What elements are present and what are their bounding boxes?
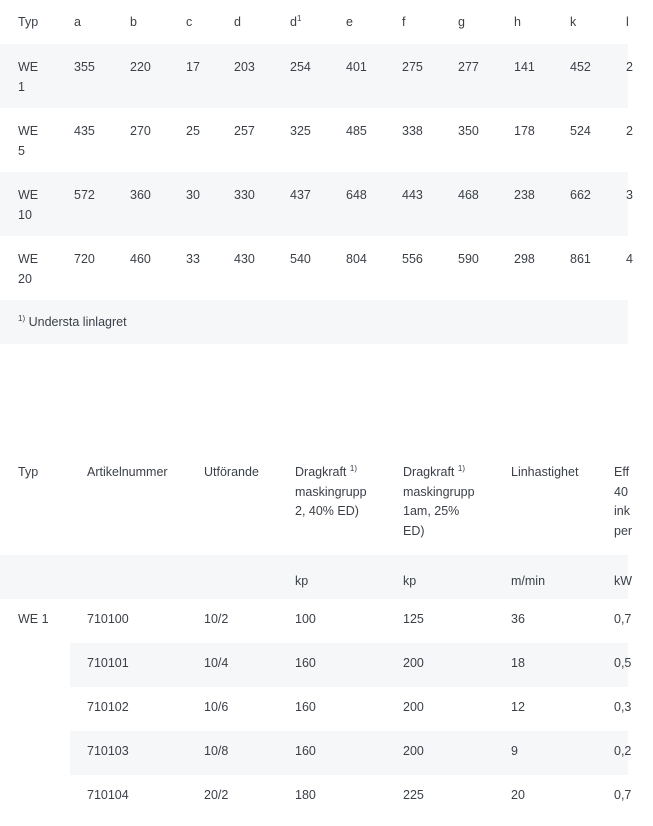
cell-artikel: 710101 bbox=[87, 656, 129, 670]
cell-lin: 9 bbox=[511, 744, 518, 758]
cell-value: 298 bbox=[514, 252, 535, 266]
cell-value: 25 bbox=[186, 124, 200, 138]
specifications-table bbox=[0, 450, 633, 826]
cell-value: 360 bbox=[130, 188, 151, 202]
footnote-text: Understa linlagret bbox=[28, 315, 127, 329]
cell-typ: WE 5 bbox=[18, 124, 39, 158]
cell-value: 238 bbox=[514, 188, 535, 202]
cell-value: 325 bbox=[290, 124, 311, 138]
cell-drag2: 200 bbox=[403, 744, 424, 758]
table-row bbox=[0, 643, 632, 687]
header-c: c bbox=[186, 15, 193, 29]
cell-typ: WE 1 bbox=[18, 60, 39, 94]
cell-value: 485 bbox=[346, 124, 367, 138]
cell-eff: 0,5 bbox=[614, 656, 632, 670]
cell-value: 355 bbox=[74, 60, 95, 74]
cell-value: 452 bbox=[570, 60, 591, 74]
cell-typ: WE 10 bbox=[18, 188, 39, 222]
cell-value: 540 bbox=[290, 252, 311, 266]
units-row bbox=[0, 555, 633, 599]
cell-drag2: 225 bbox=[403, 788, 424, 802]
cell-eff: 0,2 bbox=[614, 744, 632, 758]
header-b: b bbox=[130, 15, 137, 29]
unit-effekt: kW bbox=[614, 574, 633, 588]
table-row bbox=[0, 775, 632, 819]
cell-typ: WE 20 bbox=[18, 252, 39, 286]
cell-drag1: 160 bbox=[295, 744, 316, 758]
cell-drag1: 160 bbox=[295, 700, 316, 714]
cell-eff: 0,3 bbox=[614, 700, 632, 714]
cell-value: 178 bbox=[514, 124, 535, 138]
cell-value: 33 bbox=[186, 252, 200, 266]
unit-dragkraft-2: kp bbox=[295, 574, 309, 588]
cell-drag1: 100 bbox=[295, 612, 316, 626]
cell-utforande: 10/8 bbox=[204, 744, 229, 758]
cell-value: 468 bbox=[458, 188, 479, 202]
table-row bbox=[0, 236, 633, 300]
cell-value: 662 bbox=[570, 188, 591, 202]
table-header-row bbox=[0, 450, 633, 555]
cell-value: 861 bbox=[570, 252, 591, 266]
header-g: g bbox=[458, 15, 465, 29]
cell-value: 141 bbox=[514, 60, 535, 74]
cell-artikel: 710104 bbox=[87, 788, 129, 802]
cell-utforande: 10/6 bbox=[204, 700, 229, 714]
cell-drag2: 125 bbox=[403, 612, 424, 626]
table-row bbox=[0, 44, 633, 108]
cell-value: 437 bbox=[290, 188, 311, 202]
table-row bbox=[0, 731, 632, 775]
cell-drag1: 160 bbox=[295, 656, 316, 670]
cell-artikel: 710100 bbox=[87, 612, 129, 626]
group-label: WE 1 bbox=[18, 612, 49, 626]
header-d1: $d^1$ bbox=[290, 14, 302, 29]
cell-drag2: 200 bbox=[403, 656, 424, 670]
cell-value: 556 bbox=[402, 252, 423, 266]
cell-value: 275 bbox=[402, 60, 423, 74]
cell-value: 17 bbox=[186, 60, 200, 74]
cell-eff: 0,7 bbox=[614, 612, 632, 626]
header-h: h bbox=[514, 15, 521, 29]
cell-value: 648 bbox=[346, 188, 367, 202]
cell-lin: 36 bbox=[511, 612, 525, 626]
cell-value: 30 bbox=[186, 188, 200, 202]
unit-linhastighet: m/min bbox=[511, 574, 546, 588]
cell-utforande: 10/4 bbox=[204, 656, 229, 670]
cell-value: 401 bbox=[346, 60, 367, 74]
header-utforande: Utförande bbox=[204, 465, 259, 479]
cell-artikel: 710103 bbox=[87, 744, 129, 758]
table-row bbox=[0, 599, 632, 643]
cell-value: 443 bbox=[402, 188, 423, 202]
cell-artikel: 710102 bbox=[87, 700, 129, 714]
table-row bbox=[0, 172, 633, 236]
cell-value: 524 bbox=[570, 124, 591, 138]
cell-lin: 12 bbox=[511, 700, 525, 714]
header-typ: Typ bbox=[18, 465, 39, 479]
unit-dragkraft-1am: kp bbox=[403, 574, 417, 588]
cell-value: 277 bbox=[458, 60, 479, 74]
header-d: d bbox=[234, 15, 241, 29]
cell-value: 330 bbox=[234, 188, 255, 202]
cell-value: 2 bbox=[626, 124, 633, 138]
dimensions-table bbox=[0, 0, 633, 300]
cell-value: 2 bbox=[626, 60, 633, 74]
table-footnote: $^{1)}$ Understa linlagret bbox=[0, 300, 628, 344]
cell-value: 338 bbox=[402, 124, 423, 138]
cell-value: 270 bbox=[130, 124, 151, 138]
cell-value: 203 bbox=[234, 60, 255, 74]
cell-value: 257 bbox=[234, 124, 255, 138]
header-dragkraft-1am: Dragkraft $^{1)}$ maskingrupp 1am, 25% ED) bbox=[403, 464, 475, 538]
cell-value: 590 bbox=[458, 252, 479, 266]
cell-utforande: 10/2 bbox=[204, 612, 229, 626]
header-effekt: Eff 40 ink per bbox=[614, 465, 633, 538]
header-a: a bbox=[74, 15, 81, 29]
header-f: f bbox=[402, 15, 406, 29]
header-e: e bbox=[346, 15, 353, 29]
cell-value: 460 bbox=[130, 252, 151, 266]
cell-value: 572 bbox=[74, 188, 95, 202]
header-dragkraft-2: Dragkraft $^{1)}$ maskingrupp 2, 40% ED) bbox=[295, 464, 367, 518]
cell-value: 435 bbox=[74, 124, 95, 138]
header-typ: Typ bbox=[18, 15, 39, 29]
cell-value: 430 bbox=[234, 252, 255, 266]
cell-lin: 20 bbox=[511, 788, 525, 802]
cell-value: 350 bbox=[458, 124, 479, 138]
cell-drag1: 180 bbox=[295, 788, 316, 802]
cell-value: 720 bbox=[74, 252, 95, 266]
cell-value: 254 bbox=[290, 60, 311, 74]
cell-value: 220 bbox=[130, 60, 151, 74]
cell-eff: 0,7 bbox=[614, 788, 632, 802]
cell-value: 804 bbox=[346, 252, 367, 266]
cell-value: 4 bbox=[626, 252, 633, 266]
cell-utforande: 20/2 bbox=[204, 788, 229, 802]
header-k: k bbox=[570, 15, 577, 29]
table-header-row bbox=[0, 0, 628, 44]
table-row bbox=[0, 687, 632, 731]
cell-value: 3 bbox=[626, 188, 633, 202]
cell-drag2: 200 bbox=[403, 700, 424, 714]
header-artikelnummer: Artikelnummer bbox=[87, 465, 168, 479]
header-linhastighet: Linhastighet bbox=[511, 465, 579, 479]
table-row bbox=[0, 108, 633, 172]
cell-lin: 18 bbox=[511, 656, 525, 670]
header-l: l bbox=[626, 15, 629, 29]
